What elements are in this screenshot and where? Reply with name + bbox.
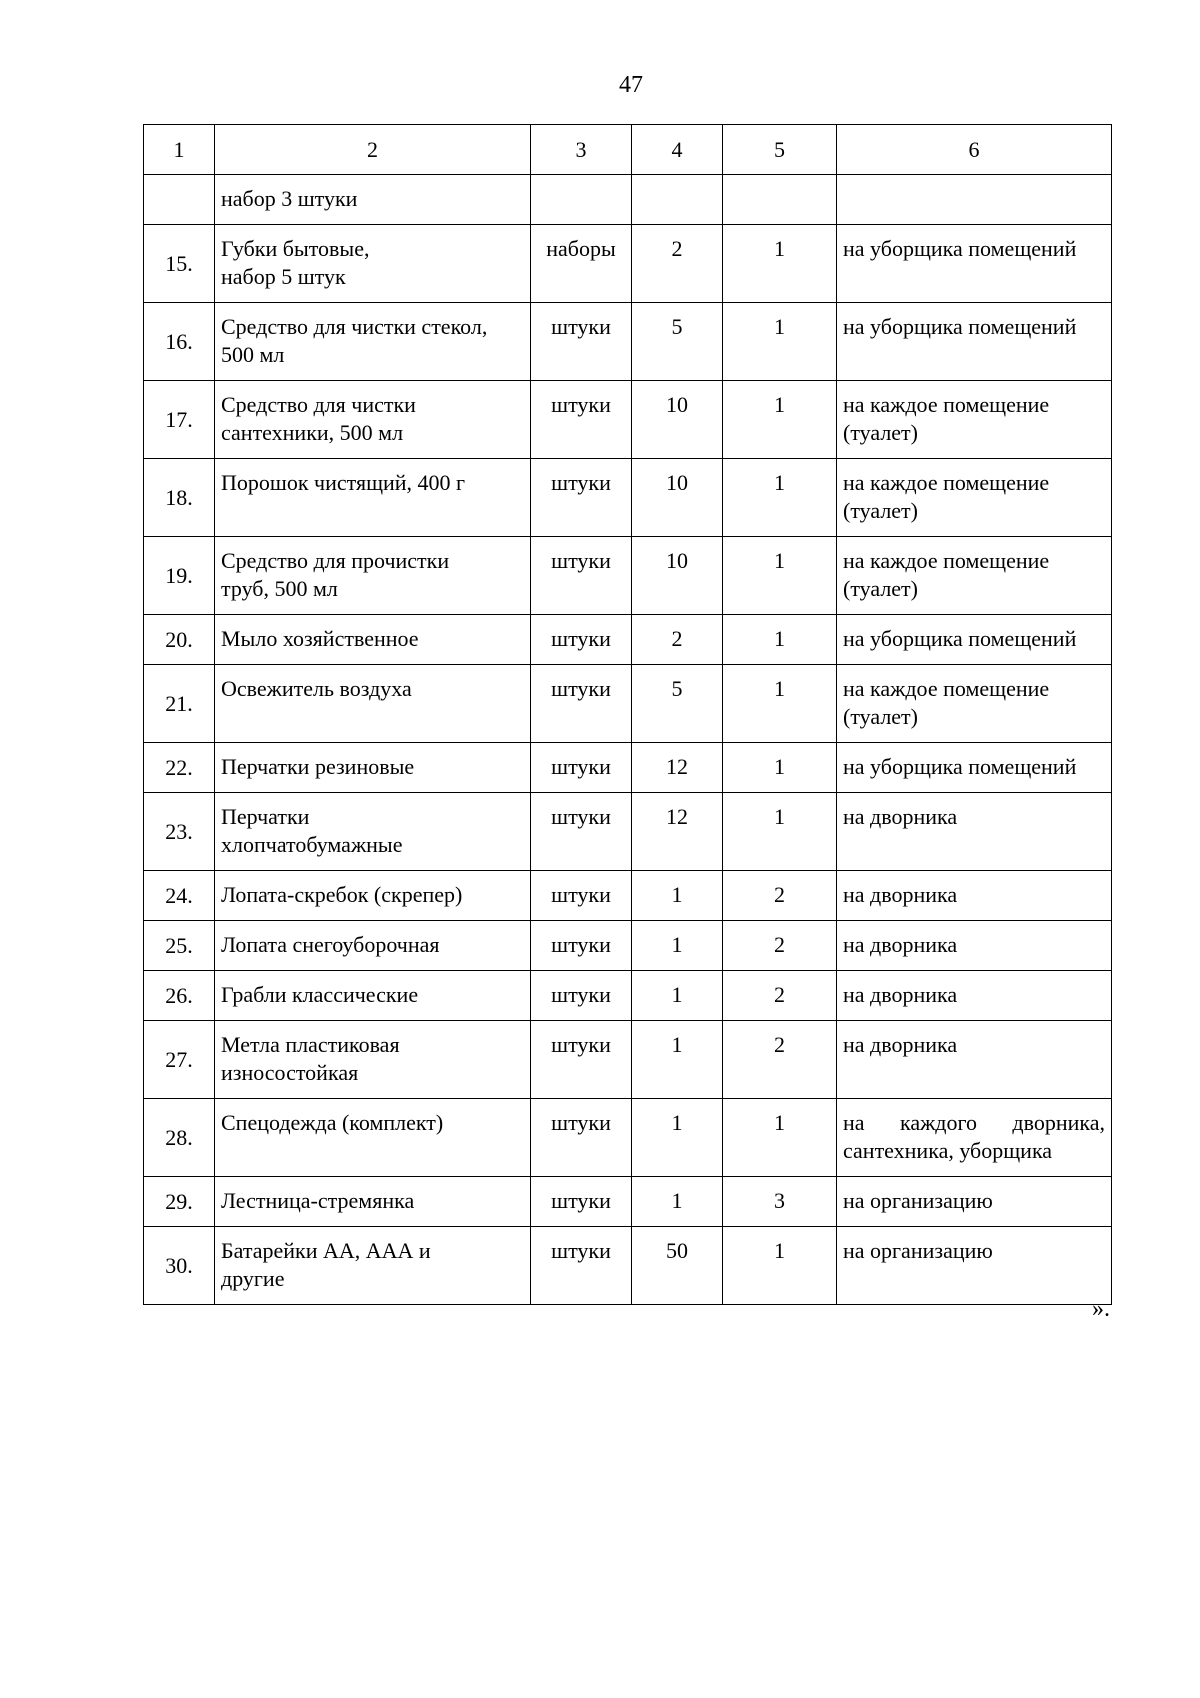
item-unit: штуки (531, 381, 632, 459)
item-note-line: на каждое помещение (843, 676, 1050, 701)
header-cell: 4 (632, 125, 723, 175)
item-period: 2 (723, 1021, 837, 1099)
row-number: 16. (144, 303, 215, 381)
item-period (723, 175, 837, 225)
item-note-line: на организацию (843, 1238, 993, 1263)
item-note (837, 665, 1112, 743)
item-unit: штуки (531, 921, 632, 971)
item-period: 1 (723, 303, 837, 381)
item-unit: штуки (531, 1227, 632, 1305)
item-period: 1 (723, 1099, 837, 1177)
note-word: на (843, 1110, 865, 1135)
row-number: 24. (144, 871, 215, 921)
item-note-line: на уборщика помещений (843, 236, 1077, 261)
item-name-line: другие (221, 1266, 285, 1291)
item-note-line: на организацию (843, 1188, 993, 1213)
item-unit: штуки (531, 871, 632, 921)
item-period: 1 (723, 665, 837, 743)
header-cell: 1 (144, 125, 215, 175)
item-name-line: набор 5 штук (221, 264, 346, 289)
item-name (215, 921, 531, 971)
item-period: 3 (723, 1177, 837, 1227)
item-unit: штуки (531, 303, 632, 381)
continuation-row (144, 175, 1112, 225)
item-name-line: хлопчатобумажные (221, 832, 403, 857)
item-note (837, 1099, 1112, 1177)
item-period: 2 (723, 921, 837, 971)
item-name-line: Порошок чистящий, 400 г (221, 470, 466, 495)
table-row (144, 921, 1112, 971)
item-note-line: на уборщика помещений (843, 754, 1077, 779)
item-note-line: на дворника (843, 932, 958, 957)
note-word: дворника, (1012, 1110, 1105, 1135)
item-note (837, 381, 1112, 459)
page-number: 47 (619, 72, 643, 98)
item-name-line: Мыло хозяйственное (221, 626, 419, 651)
item-quantity: 5 (632, 665, 723, 743)
item-quantity: 1 (632, 1177, 723, 1227)
table-row (144, 793, 1112, 871)
item-note-line: (туалет) (843, 576, 919, 601)
item-note-line: на каждое помещение (843, 392, 1050, 417)
table-row (144, 1099, 1112, 1177)
item-note (837, 1021, 1112, 1099)
table-row (144, 459, 1112, 537)
item-note-line: сантехника, уборщика (843, 1138, 1053, 1163)
closing-quote-mark: ». (1092, 1296, 1110, 1322)
note-word: каждого (899, 1110, 977, 1135)
item-note (837, 793, 1112, 871)
item-unit: штуки (531, 615, 632, 665)
item-unit: наборы (531, 225, 632, 303)
item-quantity: 1 (632, 971, 723, 1021)
header-cell: 2 (215, 125, 531, 175)
item-name (215, 743, 531, 793)
item-quantity: 12 (632, 743, 723, 793)
item-quantity: 1 (632, 921, 723, 971)
table-row (144, 381, 1112, 459)
item-name (215, 793, 531, 871)
item-note (837, 743, 1112, 793)
item-note (837, 1177, 1112, 1227)
item-note (837, 921, 1112, 971)
item-name-line: Средство для чистки (221, 392, 416, 417)
item-name-line: Перчатки (221, 804, 310, 829)
item-name-line: Губки бытовые, (221, 236, 370, 261)
item-note-line: на дворника (843, 982, 958, 1007)
item-period: 1 (723, 1227, 837, 1305)
item-name-line: Лопата-скребок (скрепер) (221, 882, 463, 907)
table-row (144, 303, 1112, 381)
row-number: 17. (144, 381, 215, 459)
item-note-line (843, 1109, 1105, 1137)
header-cell: 3 (531, 125, 632, 175)
item-name (215, 381, 531, 459)
item-note (837, 303, 1112, 381)
item-unit: штуки (531, 971, 632, 1021)
row-number: 28. (144, 1099, 215, 1177)
supply-table (143, 124, 1112, 1305)
item-note (837, 459, 1112, 537)
item-unit: штуки (531, 743, 632, 793)
item-name-line: Лопата снегоуборочная (221, 932, 440, 957)
item-unit: штуки (531, 1177, 632, 1227)
row-number (144, 175, 215, 225)
row-number: 20. (144, 615, 215, 665)
item-name-line: износостойкая (221, 1060, 359, 1085)
item-note-line: на уборщика помещений (843, 626, 1077, 651)
table-row (144, 971, 1112, 1021)
item-period: 1 (723, 537, 837, 615)
item-name (215, 1227, 531, 1305)
item-note-line: на каждое помещение (843, 548, 1050, 573)
table-row (144, 871, 1112, 921)
header-cell: 5 (723, 125, 837, 175)
item-quantity: 10 (632, 459, 723, 537)
item-quantity: 2 (632, 225, 723, 303)
item-note-line: (туалет) (843, 704, 919, 729)
item-unit: штуки (531, 1021, 632, 1099)
item-name-line: Спецодежда (комплект) (221, 1110, 444, 1135)
row-number: 15. (144, 225, 215, 303)
table-row (144, 1021, 1112, 1099)
item-name (215, 971, 531, 1021)
item-name (215, 225, 531, 303)
item-quantity: 1 (632, 1099, 723, 1177)
item-note (837, 175, 1112, 225)
item-quantity: 12 (632, 793, 723, 871)
item-name (215, 1021, 531, 1099)
item-name-line: Освежитель воздуха (221, 676, 412, 701)
item-unit: штуки (531, 665, 632, 743)
item-unit (531, 175, 632, 225)
item-name (215, 615, 531, 665)
table-row (144, 615, 1112, 665)
item-quantity (632, 175, 723, 225)
item-note (837, 537, 1112, 615)
item-unit: штуки (531, 459, 632, 537)
item-note-line: на уборщика помещений (843, 314, 1077, 339)
item-note (837, 971, 1112, 1021)
item-name-line: Средство для прочистки (221, 548, 450, 573)
row-number: 26. (144, 971, 215, 1021)
item-note-line: на дворника (843, 1032, 958, 1057)
row-number: 29. (144, 1177, 215, 1227)
item-name (215, 871, 531, 921)
item-period: 1 (723, 459, 837, 537)
item-note-line: (туалет) (843, 420, 919, 445)
row-number: 19. (144, 537, 215, 615)
item-name (215, 665, 531, 743)
item-unit: штуки (531, 1099, 632, 1177)
item-name-line: Средство для чистки стекол, (221, 314, 488, 339)
item-name-line: Перчатки резиновые (221, 754, 415, 779)
item-note (837, 225, 1112, 303)
item-name-line: сантехники, 500 мл (221, 420, 404, 445)
item-period: 1 (723, 793, 837, 871)
row-number: 30. (144, 1227, 215, 1305)
header-cell: 6 (837, 125, 1112, 175)
table-row (144, 665, 1112, 743)
item-period: 2 (723, 871, 837, 921)
row-number: 25. (144, 921, 215, 971)
item-unit: штуки (531, 793, 632, 871)
item-quantity: 1 (632, 871, 723, 921)
item-name-line: Грабли классические (221, 982, 419, 1007)
item-name (215, 303, 531, 381)
item-note (837, 615, 1112, 665)
item-period: 1 (723, 225, 837, 303)
item-note (837, 871, 1112, 921)
row-number: 22. (144, 743, 215, 793)
item-note-line: на дворника (843, 882, 958, 907)
table-header-row (144, 125, 1112, 175)
table-row (144, 1177, 1112, 1227)
row-number: 21. (144, 665, 215, 743)
item-name (215, 1099, 531, 1177)
item-quantity: 10 (632, 381, 723, 459)
item-name-line: 500 мл (221, 342, 285, 367)
row-number: 27. (144, 1021, 215, 1099)
item-period: 1 (723, 381, 837, 459)
table-row (144, 743, 1112, 793)
item-period: 1 (723, 615, 837, 665)
item-note-line: (туалет) (843, 498, 919, 523)
item-name (215, 537, 531, 615)
item-unit: штуки (531, 537, 632, 615)
item-name-line: труб, 500 мл (221, 576, 338, 601)
table-row (144, 225, 1112, 303)
item-name (215, 1177, 531, 1227)
table-row (144, 537, 1112, 615)
item-quantity: 1 (632, 1021, 723, 1099)
row-number: 18. (144, 459, 215, 537)
item-quantity: 5 (632, 303, 723, 381)
item-note-line: на каждое помещение (843, 470, 1050, 495)
table-row (144, 1227, 1112, 1305)
item-name: набор 3 штуки (215, 175, 531, 225)
item-quantity: 50 (632, 1227, 723, 1305)
item-name-line: Метла пластиковая (221, 1032, 400, 1057)
item-note (837, 1227, 1112, 1305)
item-name-line: Батарейки АА, ААА и (221, 1238, 431, 1263)
item-period: 2 (723, 971, 837, 1021)
item-name-line: Лестница-стремянка (221, 1188, 415, 1213)
item-period: 1 (723, 743, 837, 793)
row-number: 23. (144, 793, 215, 871)
item-note-line: на дворника (843, 804, 958, 829)
item-quantity: 2 (632, 615, 723, 665)
item-name (215, 459, 531, 537)
item-quantity: 10 (632, 537, 723, 615)
